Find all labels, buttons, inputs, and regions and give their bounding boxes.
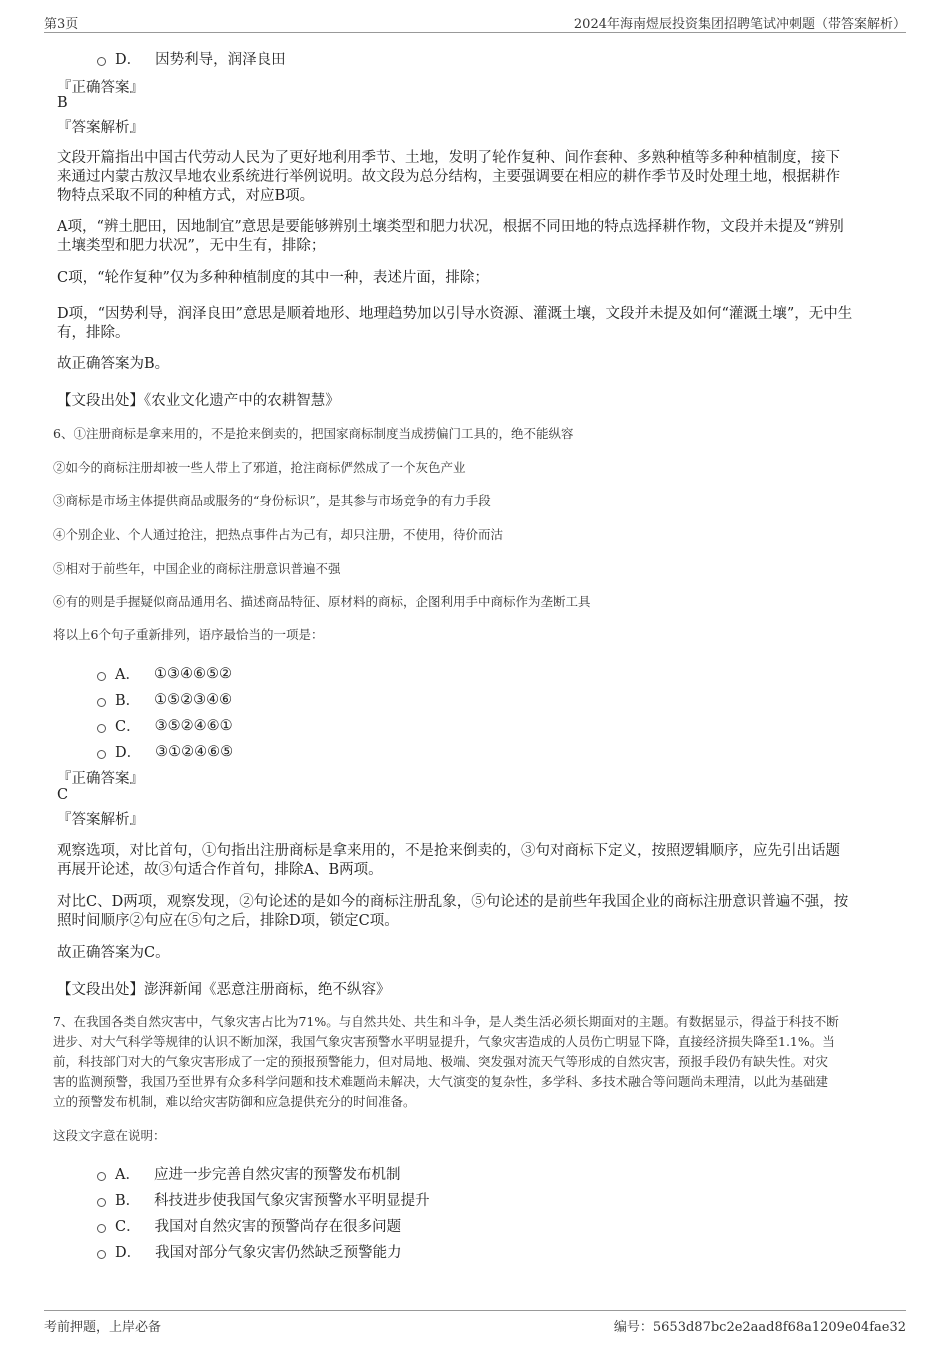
q6-option-d[interactable] bbox=[97, 741, 233, 762]
q5-option-d[interactable] bbox=[97, 48, 286, 69]
radio-button-icon[interactable] bbox=[97, 1172, 106, 1181]
option-letter: C． bbox=[115, 1219, 141, 1235]
option-text: 科技进步使我国气象灾害预警水平明显提升 bbox=[154, 1193, 430, 1209]
radio-button-icon[interactable] bbox=[97, 1224, 106, 1233]
document-id: 编号：5653d87bc2e2aad8f68a1209e04fae32 bbox=[613, 1320, 906, 1335]
q6-prompt: 将以上6个句子重新排列，语序最恰当的一项是： bbox=[53, 627, 324, 642]
q5-answer: B bbox=[57, 95, 68, 111]
document-title: 2024年海南煜辰投资集团招聘笔试冲刺题（带答案解析） bbox=[573, 17, 906, 32]
option-letter: B． bbox=[115, 1193, 141, 1209]
q6-sentence-3: ③商标是市场主体提供商品或服务的“身份标识”，是其参与市场竞争的有力手段 bbox=[53, 493, 491, 508]
q6-answer: C bbox=[57, 787, 69, 803]
q7-option-c[interactable] bbox=[97, 1215, 401, 1236]
option-text: 因势利导，润泽良田 bbox=[155, 52, 286, 68]
q6-analysis-paragraph-2: 对比C、D两项，观察发现，②句论述的是如今的商标注册乱象，⑤句论述的是前些年我国企业的商标注册意识普遍不强，按 照时间顺序②句应在⑤句之后，排除D项，锁定C项。 bbox=[57, 894, 849, 929]
q5-analysis-paragraph-1: 文段开篇指出中国古代劳动人民为了更好地利用季节、土地，发明了轮作复种、间作套种、多熟种植等多种种植制度，接下 来通过内蒙古敖汉旱地农业系统进行举例说明。故文段为总分结构，主要强调要在相应的耕作季节及时处理土地，根据耕作 物特点采取不同的种植方式，对应B项。 bbox=[57, 150, 840, 204]
radio-button-icon[interactable] bbox=[97, 672, 106, 681]
option-letter: D． bbox=[115, 1245, 142, 1261]
page-header bbox=[44, 10, 906, 33]
page-footer bbox=[44, 1310, 906, 1335]
option-letter: A． bbox=[115, 667, 140, 683]
q5-answer-label: 『正确答案』 bbox=[57, 80, 144, 96]
q5-analysis-paragraph-3: C项，“轮作复种”仅为多种种植制度的其中一种，表述片面，排除； bbox=[57, 270, 489, 286]
q5-source: 【文段出处】《农业文化遗产中的农耕智慧》 bbox=[57, 393, 340, 409]
footer-slogan: 考前押题，上岸必备 bbox=[44, 1320, 162, 1335]
q7-prompt: 这段文字意在说明： bbox=[53, 1128, 166, 1143]
option-text: ③①②④⑥⑤ bbox=[155, 743, 234, 760]
option-letter: A． bbox=[115, 1167, 140, 1183]
q6-sentence-2: ②如今的商标注册却被一些人带上了邪道，抢注商标俨然成了一个灰色产业 bbox=[53, 460, 466, 475]
radio-button-icon[interactable] bbox=[97, 750, 106, 759]
q6-answer-label: 『正确答案』 bbox=[57, 771, 144, 787]
option-text: 我国对部分气象灾害仍然缺乏预警能力 bbox=[155, 1245, 402, 1261]
q7-option-b[interactable] bbox=[97, 1189, 430, 1210]
radio-button-icon[interactable] bbox=[97, 724, 106, 733]
option-text: ①③④⑥⑤② bbox=[153, 665, 232, 682]
option-letter: D． bbox=[115, 745, 142, 761]
option-text: ①⑤②③④⑥ bbox=[154, 691, 233, 708]
q6-analysis-label: 『答案解析』 bbox=[57, 812, 144, 828]
option-text: ③⑤②④⑥① bbox=[154, 717, 233, 734]
q6-source: 【文段出处】澎湃新闻《恶意注册商标，绝不纵容》 bbox=[57, 982, 391, 998]
q5-analysis-paragraph-4: D项，“因势利导，润泽良田”意思是顺着地形、地理趋势加以引导水资源、灌溉土壤，文段并未提及如何“灌溉土壤”，无中生 有，排除。 bbox=[57, 306, 853, 341]
q6-option-a[interactable] bbox=[97, 663, 232, 684]
radio-button-icon[interactable] bbox=[97, 1198, 106, 1207]
radio-button-icon[interactable] bbox=[97, 698, 106, 707]
option-letter: B． bbox=[115, 693, 141, 709]
radio-button-icon[interactable] bbox=[97, 57, 106, 66]
page-number: 第3页 bbox=[44, 17, 79, 32]
q6-analysis-paragraph-1: 观察选项，对比首句，①句指出注册商标是拿来用的，不是抢来倒卖的，③句对商标下定义，按照逻辑顺序，应先引出话题 再展开论述，故③句适合作首句，排除A、B两项。 bbox=[57, 843, 840, 878]
option-text: 我国对自然灾害的预警尚存在很多问题 bbox=[154, 1219, 402, 1235]
q6-option-b[interactable] bbox=[97, 689, 232, 710]
option-letter: D． bbox=[115, 52, 142, 68]
q6-conclusion: 故正确答案为C。 bbox=[57, 945, 170, 961]
q5-analysis-paragraph-2: A项，“辨土肥田，因地制宜”意思是要能够辨别土壤类型和肥力状况，根据不同田地的特点选择耕作物，文段并未提及“辨别 土壤类型和肥力状况”，无中生有，排除； bbox=[57, 219, 844, 254]
q6-sentence-6: ⑥有的则是手握疑似商品通用名、描述商品特征、原材料的商标，企图利用手中商标作为垄断工具 bbox=[53, 594, 591, 609]
radio-button-icon[interactable] bbox=[97, 1250, 106, 1259]
q7-option-d[interactable] bbox=[97, 1241, 402, 1262]
q5-analysis-label: 『答案解析』 bbox=[57, 120, 144, 136]
q6-sentence-1: 6、①注册商标是拿来用的，不是抢来倒卖的，把国家商标制度当成捞偏门工具的，绝不能纵容 bbox=[53, 426, 574, 441]
option-letter: C． bbox=[115, 719, 141, 735]
option-text: 应进一步完善自然灾害的预警发布机制 bbox=[153, 1167, 401, 1183]
q7-passage: 7、在我国各类自然灾害中，气象灾害占比为71%。与自然共处、共生和斗争，是人类生活必须长期面对的主题。有数据显示，得益于科技不断 进步、对大气科学等规律的认识不断加深，我国气象灾害预警水平明显提升，气象灾害造成的人员伤亡明显下降，直接经济损失降至1.1%。当 前，科技部门对大的气象灾害形成了一定的预报预警能力，但对局地、极端、突发强对流天气等形成的自然灾害，预报手段仍有缺失性。对灾 害的监测预警，我国乃至世界有众多科学问题和技术难题尚未解决，大气演变的复杂性，多学科、多技术融合等问题尚未理清，以此为基础建 立的预警发布机制，难以给灾害防御和应急提供充分的时间准备。 bbox=[53, 1014, 839, 1109]
q6-option-c[interactable] bbox=[97, 715, 233, 736]
q5-conclusion: 故正确答案为B。 bbox=[57, 356, 170, 372]
q6-sentence-5: ⑤相对于前些年，中国企业的商标注册意识普遍不强 bbox=[53, 561, 341, 576]
q7-option-a[interactable] bbox=[97, 1163, 400, 1184]
q6-sentence-4: ④个别企业、个人通过抢注，把热点事件占为己有，却只注册，不使用，待价而沽 bbox=[53, 527, 504, 542]
